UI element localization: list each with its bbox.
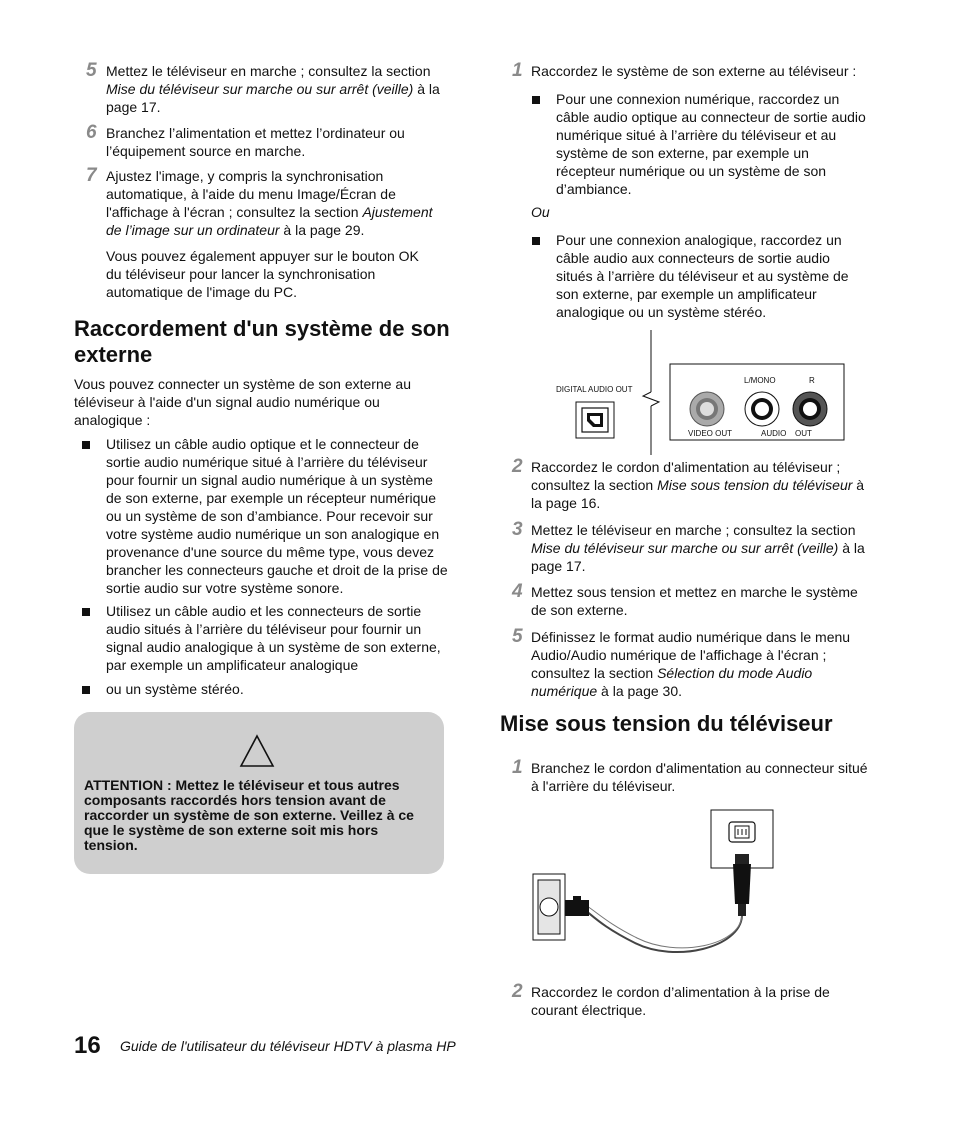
digital-audio-out-label: DIGITAL AUDIO OUT — [556, 385, 633, 394]
warning-text: ATTENTION : Mettez le téléviseur et tous autres composants raccordés hors tension avant de raccorder un système de son externe. Veillez à ce que le système de son externe soit mis hors tension. — [84, 777, 414, 853]
step-text: Raccordez le système de son externe au téléviseur : — [531, 63, 857, 79]
bullet-text: Pour une connexion analogique, raccordez un câble audio aux connecteurs de sortie audio situés à l’arrière du téléviseur et au système de son externe, par exemple un amplificateur analogique ou un système stéréo. — [556, 232, 849, 320]
step-number: 5 — [86, 60, 97, 81]
step-number: 7 — [86, 165, 97, 186]
footer-title: Guide de l'utilisateur du téléviseur HDTV à plasma HP — [120, 1038, 456, 1054]
bullet-text: Pour une connexion numérique, raccordez un câble audio optique au connecteur de sortie audio numérique situé à l’arrière du téléviseur et au système de son externe, par exemple un récepteur numérique ou un système de son d’ambiance. — [556, 91, 866, 197]
step-text: Mettez sous tension et mettez en marche le système de son externe. — [531, 584, 858, 618]
section-title: Raccordement d'un système de son externe — [74, 316, 450, 367]
step-number: 5 — [512, 626, 523, 647]
bullet-text: Utilisez un câble audio et les connecteurs de sortie audio situés à l’arrière du téléviseur pour fournir un signal audio analogique à un système de son externe, par exemple un amplificateur analogique — [106, 603, 441, 673]
intro-paragraph: Vous pouvez connecter un système de son externe au téléviseur à l'aide d'un signal audio numérique ou analogique : — [74, 376, 411, 428]
r-label: R — [809, 376, 815, 385]
bullet-text: ou un système stéréo. — [106, 681, 244, 697]
step-number: 6 — [86, 122, 97, 143]
step-text: Raccordez le cordon d'alimentation au téléviseur ; consultez la section Mise sous tension du téléviseur à la page 16. — [531, 459, 865, 511]
bullet-icon — [82, 686, 90, 694]
out-label: OUT — [795, 429, 812, 438]
page-number: 16 — [74, 1032, 101, 1059]
section-title: Mise sous tension du téléviseur — [500, 711, 833, 736]
bullet-icon — [82, 441, 90, 449]
power-cord-illustration — [525, 808, 785, 976]
bullet-text: Utilisez un câble audio optique et le connecteur de sortie audio numérique situé à l’arrière du téléviseur pour fournir un signal audio numérique à un système de son externe, par exemple un récepteur numérique ou un système de son d’ambiance. Pour recevoir sur votre système audio numérique un son analogique en provenance d'une source du même type, vous devez brancher les connecteurs gauche et droit de la prise de sortie audio sur votre système sonore. — [106, 436, 448, 596]
ou-label: Ou — [531, 204, 550, 220]
step-number: 1 — [512, 757, 523, 778]
step-text: Raccordez le cordon d’alimentation à la prise de courant électrique. — [531, 984, 830, 1018]
warning-triangle-icon — [239, 734, 275, 768]
note-paragraph: Vous pouvez également appuyer sur le bouton OK du téléviseur pour lancer la synchronisation automatique de l'image du PC. — [106, 248, 419, 300]
step-text: Branchez le cordon d'alimentation au connecteur situé à l'arrière du téléviseur. — [531, 760, 868, 794]
audio-label: AUDIO — [761, 429, 787, 438]
step-text: Mettez le téléviseur en marche ; consultez la section Mise du téléviseur sur marche ou sur arrêt (veille) à la page 17. — [531, 522, 865, 574]
video-out-label: VIDEO OUT — [688, 429, 733, 438]
step-text: Mettez le téléviseur en marche ; consultez la section Mise du téléviseur sur marche ou sur arrêt (veille) à la page 17. — [106, 63, 440, 115]
step-text: Définissez le format audio numérique dans le menu Audio/Audio numérique de l'affichage à l'écran ; consultez la section Sélection du mode Audio numérique à la page 30. — [531, 629, 851, 699]
step-number: 4 — [512, 581, 523, 602]
step-number: 2 — [512, 456, 523, 477]
bullet-icon — [532, 96, 540, 104]
bullet-icon — [532, 237, 540, 245]
bullet-icon — [82, 608, 90, 616]
step-text: Ajustez l'image, y compris la synchronisation automatique, à l'aide du menu Image/Écran de l'affichage à l'écran ; consultez la section Ajustement de l’image sur un ordinateur à la page 29. — [106, 168, 433, 238]
audio-connector-diagram — [550, 330, 860, 455]
lmono-label: L/MONO — [744, 376, 776, 385]
step-number: 3 — [512, 519, 523, 540]
step-number: 2 — [512, 981, 523, 1002]
warning-box — [74, 712, 444, 874]
step-number: 1 — [512, 60, 523, 81]
step-text: Branchez l’alimentation et mettez l’ordinateur ou l’équipement source en marche. — [106, 125, 405, 159]
